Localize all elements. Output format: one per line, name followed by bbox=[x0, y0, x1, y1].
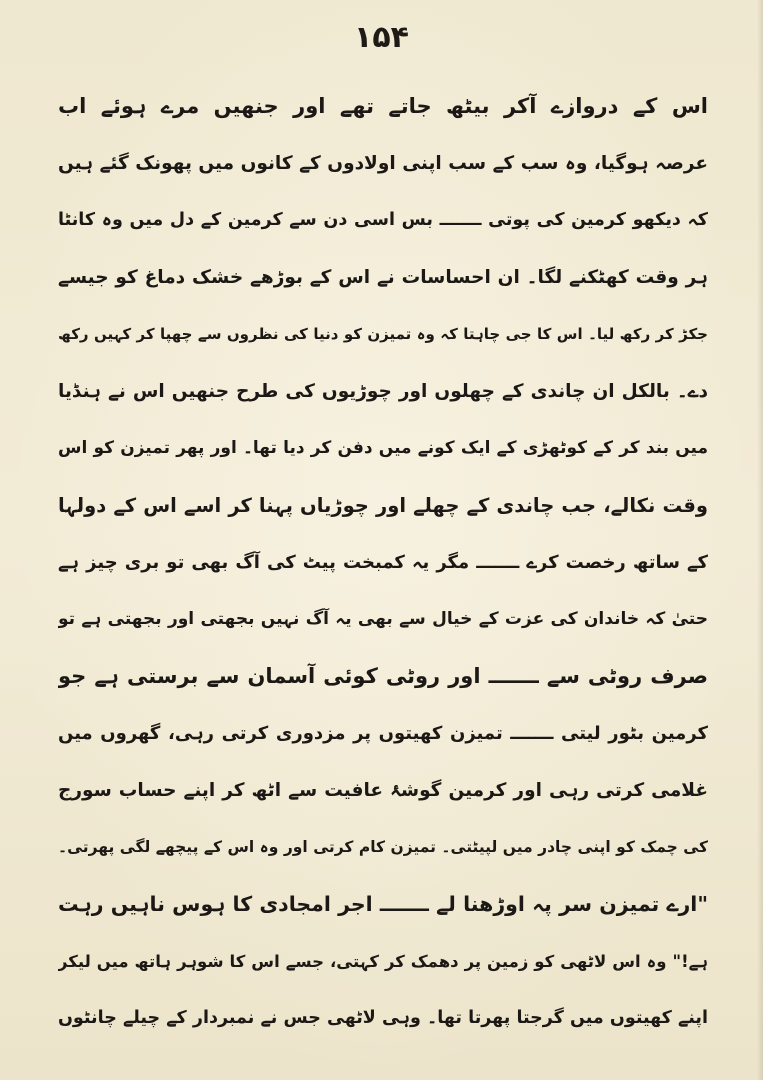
text-line: میں بند کر کے کوٹھڑی کے ایک کونے میں دفن کر دیا تھا۔ اور پھر تمیزن کو اس bbox=[58, 438, 708, 458]
text-line: کرمین بٹور لیتی ـــــــ تمیزن کھیتوں پر مزدوری کرتی رہی، گھروں میں bbox=[58, 723, 708, 744]
text-line: وقت نکالے، جب چاندی کے چھلے اور چوڑیاں پہنا کر اسے اس کے دولہا bbox=[58, 494, 708, 517]
text-line: عرصہ ہوگیا، وہ سب کے سب اپنی اولادوں کے کانوں میں پھونک گئے ہیں bbox=[58, 153, 708, 174]
scan-edge-shadow bbox=[757, 0, 763, 1080]
text-line: صرف روٹی سے ـــــــ اور روٹی کوئی آسمان سے برستی ہے جو bbox=[58, 664, 708, 688]
text-line: غلامی کرتی رہی اور کرمین گوشۂ عافیت سے اٹھ کر اپنے حساب سورج bbox=[58, 780, 708, 801]
page-number: ۱۵۴ bbox=[354, 20, 409, 55]
body-text bbox=[58, 78, 708, 1047]
text-line: ہے!" وہ اس لاٹھی کو زمین پر دھمک کر کہتی، جسے اس کا شوہر ہاتھ میں لیکر bbox=[58, 952, 708, 971]
text-line: کی چمک کو اپنی چادر میں لپیٹتی۔ تمیزن کام کرتی اور وہ اس کے پیچھے لگی پھرتی۔ bbox=[58, 838, 708, 856]
text-line: جکڑ کر رکھ لیا۔ اس کا جی چاہتا کہ وہ تمیزن کو دنیا کی نظروں سے چھپا کر کہیں رکھ bbox=[58, 325, 708, 343]
text-line: کہ دیکھو کرمین کی پوتی ـــــــ بس اسی دن سے کرمین کے دل میں وہ کانٹا bbox=[58, 210, 708, 230]
text-line: اس کے دروازے آکر بیٹھ جاتے تھے اور جنھیں مرے ہوئے اب bbox=[58, 94, 708, 118]
text-line: اپنے کھیتوں میں گرجتا پھرتا تھا۔ وہی لاٹھی جس نے نمبردار کے چیلے چانٹوں bbox=[58, 1008, 708, 1028]
text-line: ہر وقت کھٹکنے لگا۔ ان احساسات نے اس کے بوڑھے خشک دماغ کو جیسے bbox=[58, 267, 708, 288]
text-line: "ارے تمیزن سر پہ اوڑھنا لے ـــــــ اجر امجادی کا ہوس ناہیں رہت bbox=[58, 892, 708, 916]
text-line: دے۔ بالکل ان چاندی کے چھلوں اور چوڑیوں کی طرح جنھیں اس نے ہنڈیا bbox=[58, 381, 708, 402]
text-line: کے ساتھ رخصت کرے ـــــــ مگر یہ کمبخت پیٹ کی آگ بھی تو بری چیز ہے bbox=[58, 552, 708, 573]
text-line: حتیٰ کہ خاندان کی عزت کے خیال سے بھی یہ آگ نہیں بجھتی اور بجھتی ہے تو bbox=[58, 609, 708, 629]
